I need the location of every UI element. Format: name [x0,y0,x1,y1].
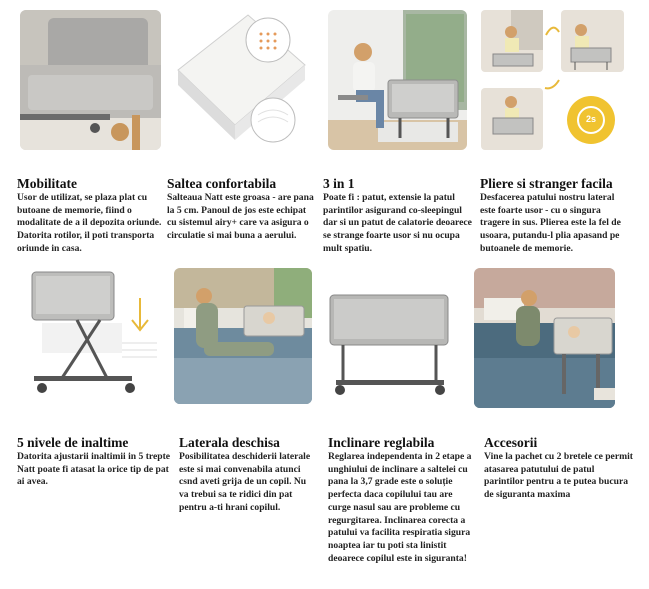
time-badge-label: 2s [585,114,596,124]
photo-folding-steps [481,10,624,150]
photo-mattress [173,10,310,150]
feature-title-saltea: Saltea confortabila [167,176,277,191]
feature-title-inclinare: Inclinare reglabila [328,435,435,450]
feature-title-pliere: Pliere si stranger facila [480,176,613,191]
feature-desc-laterala: Posibilitatea deschiderii laterale este si mai convenabila atunci csnd aveti grija de un copil. Nu va trebui sa te ridici din pat pentru a-ti hrani copilul. [179,451,311,513]
feature-desc-inclinare: Reglarea independenta in 2 etape a unghiului de inclinare a saltelei cu pana la 3,7 grade este o soluție perfecta daca copilului tau are curge nasul sau are probleme cu regurgitarea. Inclinarea corecta a patului va facilita respiratia sigura noaptea iar tu poti sta linistit deoarece copilul este in siguranta! [328,451,472,564]
feature-title-nivele: 5 nivele de inaltime [17,435,129,450]
photo-woman-crib [328,10,467,150]
feature-title-3in1: 3 in 1 [323,176,355,191]
feature-title-laterala: Laterala deschisa [179,435,280,450]
feature-desc-pliere: Desfacerea patului nostru lateral este foarte usor - cu o singura tragere in sus. Plierea este la fel de usoara, putandu-l plia apasand pe butoanele de memorie. [480,192,621,254]
feature-desc-nivele: Datorita ajustarii inaltimii in 5 trepte Natt poate fi atasat la orice tip de pat ai avea. [17,451,171,488]
photo-height-levels [22,268,162,404]
photo-sofa-wheels [20,10,161,150]
photo-accessories [474,268,615,408]
photo-mother-baby-bed [174,268,312,404]
feature-title-accesorii: Accesorii [484,435,538,450]
photo-tilt-crib [328,280,456,406]
feature-desc-mobilitate: Usor de utilizat, se plaza plat cu butoane de memorie, fiind o modalitate de a il depozita oriunde. Datorita rotilor, il poti transporta oriunde in casa. [17,192,162,254]
feature-desc-3in1: Poate fi : patut, extensie la patul parintilor asigurand co-sleepingul dar si un patut de calatorie deoarece se strange foarte usor si nu ocupa mult spatiu. [323,192,472,254]
feature-title-mobilitate: Mobilitate [17,176,77,191]
feature-desc-accesorii: Vine la pachet cu 2 bretele ce permit atasarea patutului de patul parintilor pentru a te putea bucura de siguranta maxima [484,451,633,501]
feature-desc-saltea: Salteaua Natt este groasa - are pana la 5 cm. Panoul de jos este echipat cu sistemul airy+ care va asigura o circulatie si mai buna a aerului. [167,192,314,242]
